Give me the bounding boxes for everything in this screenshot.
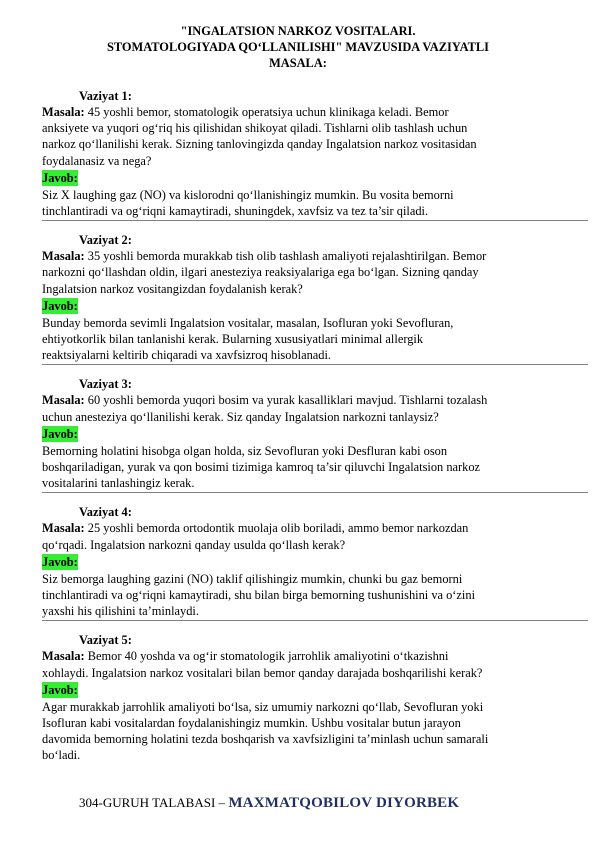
javob-label: Javob: — [42, 298, 78, 313]
case-problem — [42, 520, 588, 552]
section-divider — [42, 220, 588, 221]
problem-line: 35 yoshli bemorda murakkab tish olib tashlash amaliyoti rejalashtirilgan. Bemor — [87, 249, 487, 264]
problem-line: anksiyete va yuqori og‘riq his qilishidan shikoyat qiladi. Tishlarni olib tashlash uchun — [42, 121, 468, 136]
problem-line: 60 yoshli bemorda yuqori bosim va yurak kasalliklari mavjud. Tishlarni tozalash — [87, 393, 488, 408]
case-problem — [42, 248, 588, 297]
document-title — [60, 23, 536, 71]
case-answer — [42, 443, 588, 492]
case-problem — [42, 648, 588, 680]
problem-line: qo‘rqadi. Ingalatsion narkozni qanday usulda qo‘llash kerak? — [42, 537, 346, 552]
answer-line: vositalarini tanlashingiz kerak. — [42, 476, 195, 491]
problem-line: Bemor 40 yoshda va og‘ir stomatologik jarrohlik amaliyotini o‘tkazishni — [87, 649, 449, 664]
answer-line: tinchlantiradi va og‘riqni kamaytiradi, shu bilan birga bemorning tushunishini va o‘zini — [42, 588, 476, 603]
case-list — [42, 88, 588, 775]
case-title: Vaziyat 1: — [79, 89, 132, 103]
javob-label: Javob: — [42, 554, 78, 569]
case-title: Vaziyat 3: — [79, 377, 132, 392]
case-title: Vaziyat 5: — [79, 633, 132, 648]
problem-line: 25 yoshli bemorda ortodontik muolaja olib boriladi, ammo bemor narkozdan — [87, 521, 469, 536]
case-section — [42, 376, 588, 493]
answer-line: Siz X laughing gaz (NO) va kislorodni qo‘llanishingiz mumkin. Bu vosita bemorni — [42, 187, 454, 202]
answer-line: boshqariladigan, yurak va qon bosimi tizimiga kamroq ta’sir qiluvchi Ingalatsion narkoz — [42, 460, 481, 475]
masala-label: Masala: — [42, 105, 85, 119]
case-answer — [42, 187, 588, 219]
masala-label: Masala: — [42, 521, 85, 536]
case-answer — [42, 699, 588, 764]
case-title: Vaziyat 2: — [79, 233, 132, 248]
masala-label: Masala: — [42, 649, 85, 664]
problem-line: 45 yoshli bemor, stomatologik operatsiya uchun klinikaga keladi. Bemor — [87, 105, 449, 119]
javob-label: Javob: — [42, 170, 78, 185]
javob-label: Javob: — [42, 426, 78, 441]
answer-line: Isofluran kabi vositalardan foydalanishingiz mumkin. Ushbu vositalar butun jarayon — [42, 716, 461, 731]
problem-line: narkozni qo‘llashdan oldin, ilgari anesteziya reaksiyalariga ega bo‘lgan. Sizning qanday — [42, 265, 479, 280]
title-line-2: STOMATOLOGIYADA QO‘LLANILISHI" MAVZUSIDA VAZIYATLI — [106, 40, 490, 54]
answer-line: Bemorning holatini hisobga olgan holda, siz Sevofluran yoki Desfluran kabi oson — [42, 443, 448, 458]
problem-line: foydalanasiz va nega? — [42, 153, 152, 168]
footer-student-name: MAXMATQOBILOV DIYORBEK — [228, 795, 460, 811]
javob-label: Javob: — [42, 682, 78, 697]
case-problem — [42, 392, 588, 424]
footer-group: 304-GURUH TALABASI – — [79, 795, 229, 810]
case-answer — [42, 571, 588, 620]
answer-line: Siz bemorga laughing gazini (NO) taklif qilishingiz mumkin, chunki bu gaz bemorni — [42, 571, 463, 586]
problem-line: narkoz qo‘llanilishi kerak. Sizning tanlovingizda qanday Ingalatsion narkoz vositasidan — [42, 137, 477, 152]
masala-label: Masala: — [42, 249, 85, 264]
answer-line: davomida bemorning holatini tezda boshqarish va xavfsizligini ta’minlash uchun samarali — [42, 732, 489, 747]
problem-line: uchun anesteziya qo‘llanilishi kerak. Siz qanday Ingalatsion narkozni tanlaysiz? — [42, 409, 439, 424]
answer-line: yaxshi his qilishini ta’minlaydi. — [42, 604, 199, 619]
case-problem — [42, 104, 588, 169]
masala-label: Masala: — [42, 393, 85, 408]
answer-line: Agar murakkab jarrohlik amaliyoti bo‘lsa, siz umumiy narkozni qo‘llab, Sevofluran yoki — [42, 699, 484, 714]
title-line-1: "INGALATSION NARKOZ VOSITALARI. — [180, 24, 416, 38]
answer-line: reaktsiyalarni keltirib chiqaradi va xavfsizroq hisoblanadi. — [42, 348, 332, 363]
footer-signature — [79, 795, 459, 812]
problem-line: xohlaydi. Ingalatsion narkoz vositalari bilan bemor qanday darajada boshqarilishi kerak? — [42, 665, 483, 680]
case-title: Vaziyat 4: — [79, 505, 132, 520]
answer-line: tinchlantiradi va og‘riqni kamaytiradi, shuningdek, xavfsiz va tez ta’sir qiladi. — [42, 204, 429, 219]
section-divider — [42, 620, 588, 621]
case-section — [42, 232, 588, 365]
section-divider — [42, 364, 588, 365]
case-section — [42, 88, 588, 221]
problem-line: Ingalatsion narkoz vositangizdan foydalanish kerak? — [42, 281, 303, 296]
case-section — [42, 504, 588, 621]
answer-line: bo‘ladi. — [42, 748, 81, 763]
case-section — [42, 632, 588, 763]
section-divider — [42, 492, 588, 493]
answer-line: Bunday bemorda sevimli Ingalatsion vositalar, masalan, Isofluran yoki Sevofluran, — [42, 315, 454, 330]
case-answer — [42, 315, 588, 364]
answer-line: ehtiyotkorlik bilan tanlanishi kerak. Bularning xususiyatlari minimal allergik — [42, 332, 424, 347]
title-line-3: MASALA: — [269, 56, 327, 70]
